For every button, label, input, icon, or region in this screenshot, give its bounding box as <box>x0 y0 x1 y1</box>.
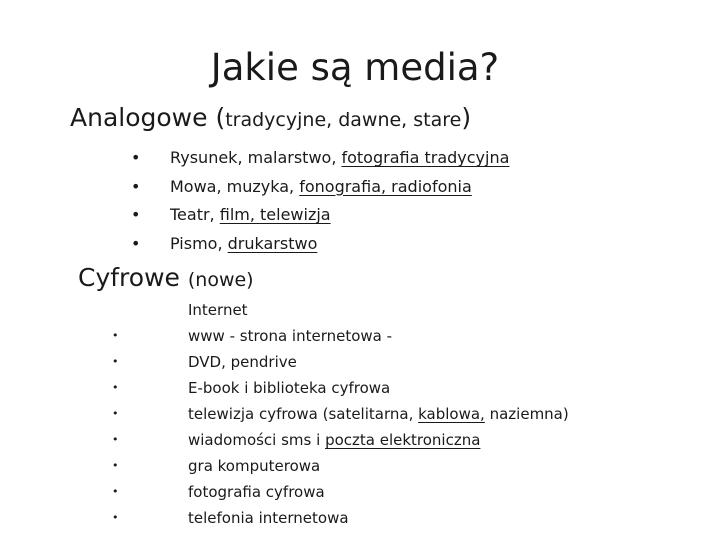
item-text <box>188 427 480 453</box>
item-underlined-text: film, telewizja <box>219 205 331 224</box>
list-item <box>131 173 509 202</box>
bullet-icon: • <box>112 407 119 420</box>
item-text: DVD, pendrive <box>188 353 297 371</box>
bullet-icon: • <box>131 176 141 196</box>
item-text-pre: wiadomości sms i <box>188 431 326 449</box>
item-underlined-text: fonografia, radiofonia <box>299 176 472 196</box>
item-underlined-text: drukarstwo <box>227 233 318 253</box>
item-text: Rysunek, malarstwo, <box>170 148 342 167</box>
item-text: Mowa, muzyka, <box>170 176 300 196</box>
item-text: Pismo, <box>170 233 228 253</box>
bullet-icon: • <box>112 355 119 368</box>
bullet-icon: • <box>131 148 141 167</box>
bullet-icon: • <box>131 233 141 253</box>
item-text-post: naziemna) <box>484 405 569 423</box>
item-underlined-text: kablowa, <box>418 405 485 423</box>
digital-heading-label: Cyfrowe <box>78 263 180 292</box>
page-title: Jakie są media? <box>210 46 500 89</box>
bullet-icon: • <box>112 459 119 472</box>
item-text: fotografia cyfrowa <box>188 483 325 501</box>
item-underlined-text: poczta elektroniczna <box>325 431 481 449</box>
analog-subtitle: tradycyjne, dawne, stare <box>225 109 462 131</box>
analog-heading-label: Analogowe <box>70 103 208 132</box>
bullet-icon: • <box>112 329 119 342</box>
item-text: gra komputerowa <box>188 457 321 475</box>
analog-paren-open: ( <box>215 103 226 132</box>
bullet-icon: • <box>112 381 119 394</box>
item-underlined-text: fotografia tradycyjna <box>341 148 510 167</box>
bullet-icon: • <box>112 511 119 524</box>
item-text: E-book i biblioteka cyfrowa <box>188 379 391 397</box>
list-item <box>131 144 509 173</box>
item-text: telefonia internetowa <box>188 509 349 527</box>
item-text-pre: telewizja cyfrowa (satelitarna, <box>188 405 419 423</box>
bullet-icon: • <box>112 485 119 498</box>
digital-heading <box>78 262 254 296</box>
list-item <box>131 201 509 230</box>
item-text <box>188 401 569 427</box>
analog-paren-close: ) <box>461 103 472 132</box>
item-text: Internet <box>188 301 248 319</box>
analog-list <box>131 144 509 258</box>
list-item <box>131 230 509 259</box>
digital-subtitle: (nowe) <box>187 269 254 291</box>
analog-heading <box>70 102 471 136</box>
bullet-icon: • <box>112 433 119 446</box>
item-text: Teatr, <box>170 205 220 224</box>
bullet-icon: • <box>131 205 141 224</box>
item-text: www - strona internetowa - <box>188 327 393 345</box>
